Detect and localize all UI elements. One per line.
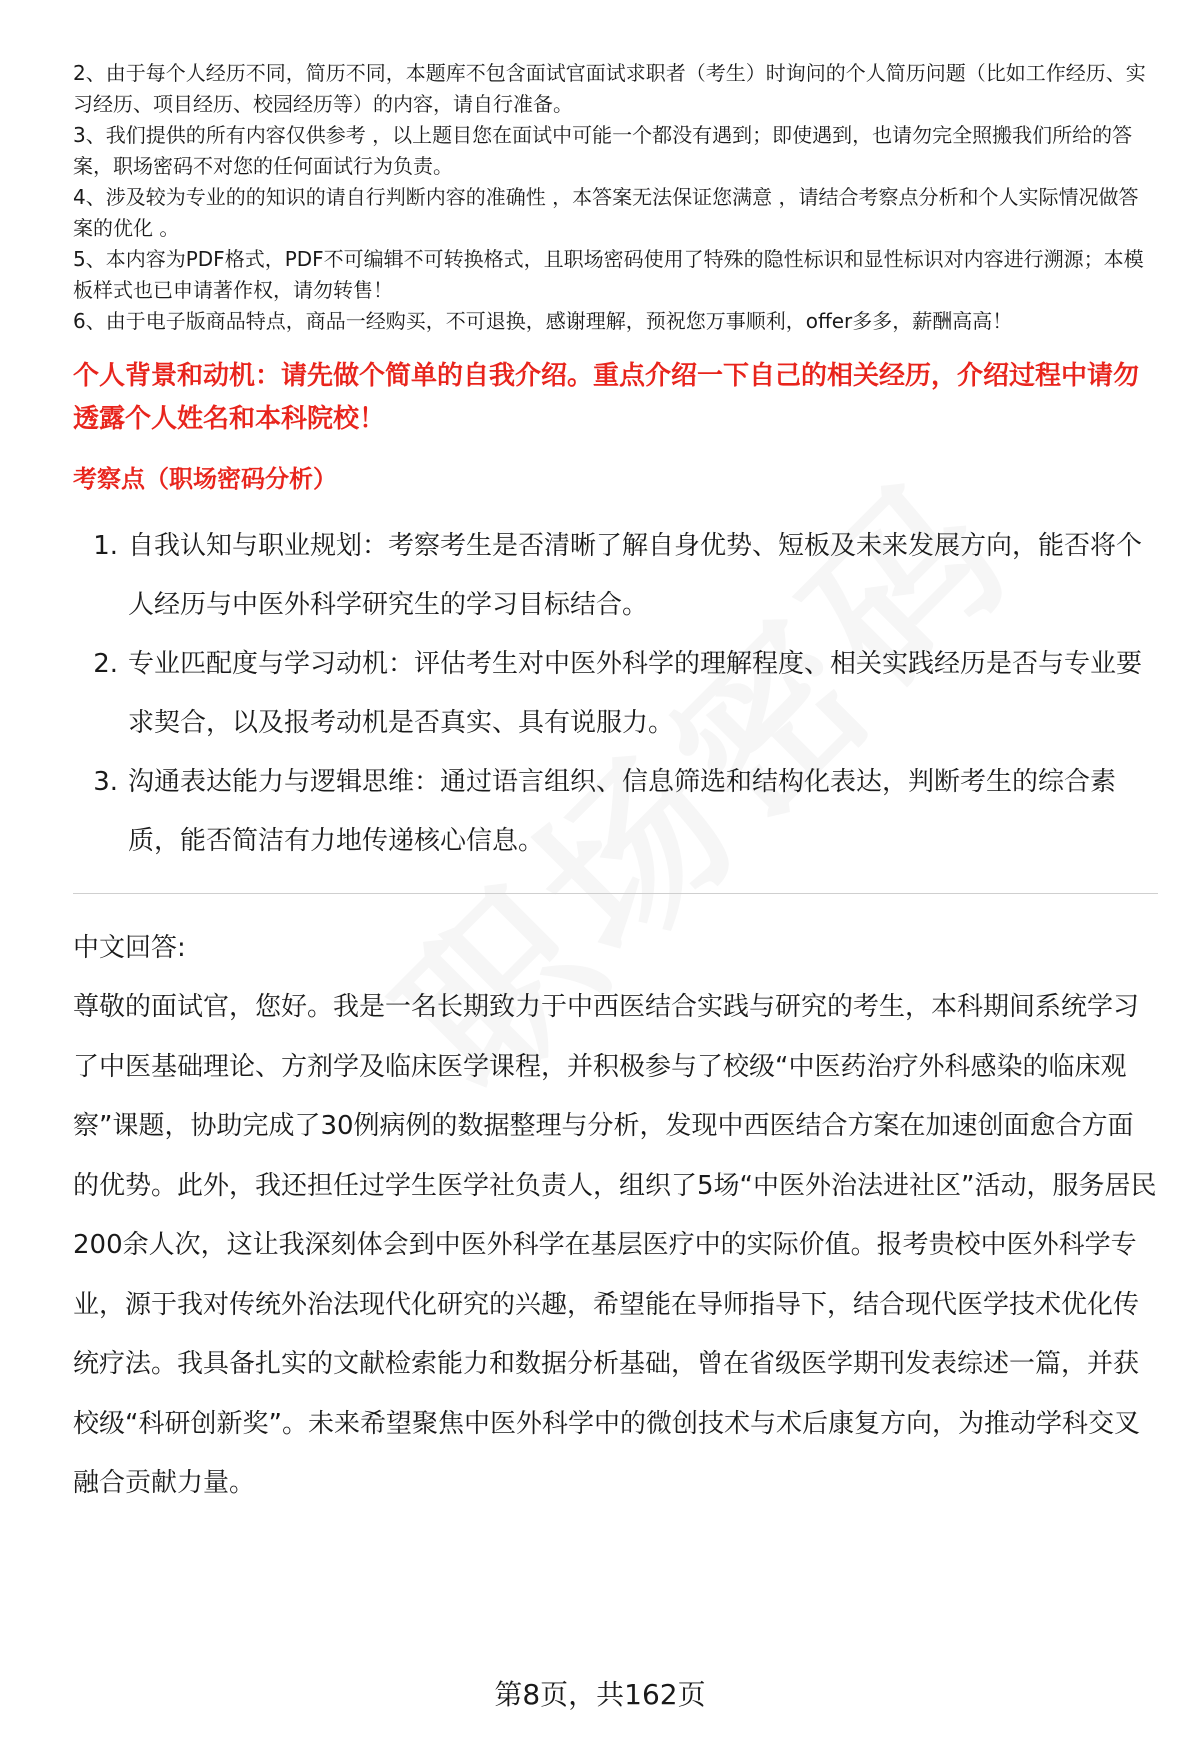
notes-block (73, 58, 1158, 337)
point-number: 2. (93, 649, 118, 679)
list-item (73, 635, 1158, 753)
note-item: 4、涉及较为专业的的知识的请自行判断内容的准确性 ，本答案无法保证您满意 ，请结合考察点分析和个人实际情况做答案的优化 。 (73, 185, 1139, 240)
list-item (73, 753, 1158, 871)
page-number: 第8页，共162页 (494, 1678, 706, 1711)
note-item: 5、本内容为PDF格式，PDF不可编辑不可转换格式，且职场密码使用了特殊的隐性标识和显性标识对内容进行溯源；本模板样式也已申请著作权，请勿转售！ (73, 247, 1144, 302)
question-heading: 个人背景和动机：请先做个简单的自我介绍。重点介绍一下自己的相关经历，介绍过程中请勿透露个人姓名和本科院校！ (73, 361, 1140, 434)
points-heading: 考察点（职场密码分析） (73, 465, 337, 493)
note-item: 6、由于电子版商品特点，商品一经购买，不可退换，感谢理解，预祝您万事顺利，offer多多，薪酬高高！ (73, 309, 1013, 333)
point-number: 3. (93, 767, 118, 797)
list-item (73, 517, 1158, 635)
note-item: 2、由于每个人经历不同，简历不同，本题库不包含面试官面试求职者（考生）时询问的个人简历问题（比如工作经历、实习经历、项目经历、校园经历等）的内容，请自行准备。 (73, 61, 1146, 116)
note-item: 3、我们提供的所有内容仅供参考 ，以上题目您在面试中可能一个都没有遇到；即使遇到，也请勿完全照搬我们所给的答案，职场密码不对您的任何面试行为负责。 (73, 123, 1133, 178)
answer-body: 尊敬的面试官，您好。我是一名长期致力于中西医结合实践与研究的考生，本科期间系统学习了中医基础理论、方剂学及临床医学课程，并积极参与了校级“中医药治疗外科感染的临床观察”课题，协助完成了30例病例的数据整理与分析，发现中西医结合方案在加速创面愈合方面的优势。此外，我还担任过学生医学社负责人，组织了5场“中医外治法进社区”活动，服务居民200余人次，这让我深刻体会到中医外科学在基层医疗中的实际价值。报考贵校中医外科学专业，源于我对传统外治法现代化研究的兴趣，希望能在导师指导下，结合现代医学技术优化传统疗法。我具备扎实的文献检索能力和数据分析基础，曾在省级医学期刊发表综述一篇，并获校级“科研创新奖”。未来希望聚焦中医外科学中的微创技术与术后康复方向，为推动学科交叉融合贡献力量。 (73, 992, 1157, 1498)
point-text: 沟通表达能力与逻辑思维：通过语言组织、信息筛选和结构化表达，判断考生的综合素质，能否简洁有力地传递核心信息。 (128, 767, 1117, 856)
point-text: 自我认知与职业规划：考察考生是否清晰了解自身优势、短板及未来发展方向，能否将个人经历与中医外科学研究生的学习目标结合。 (128, 531, 1143, 620)
points-list (73, 517, 1158, 871)
page-content (73, 58, 1158, 1514)
point-number: 1. (93, 531, 118, 561)
point-text: 专业匹配度与学习动机：评估考生对中医外科学的理解程度、相关实践经历是否与专业要求契合，以及报考动机是否真实、具有说服力。 (128, 649, 1143, 738)
answer-label: 中文回答: (73, 933, 186, 963)
section-divider (73, 893, 1158, 894)
